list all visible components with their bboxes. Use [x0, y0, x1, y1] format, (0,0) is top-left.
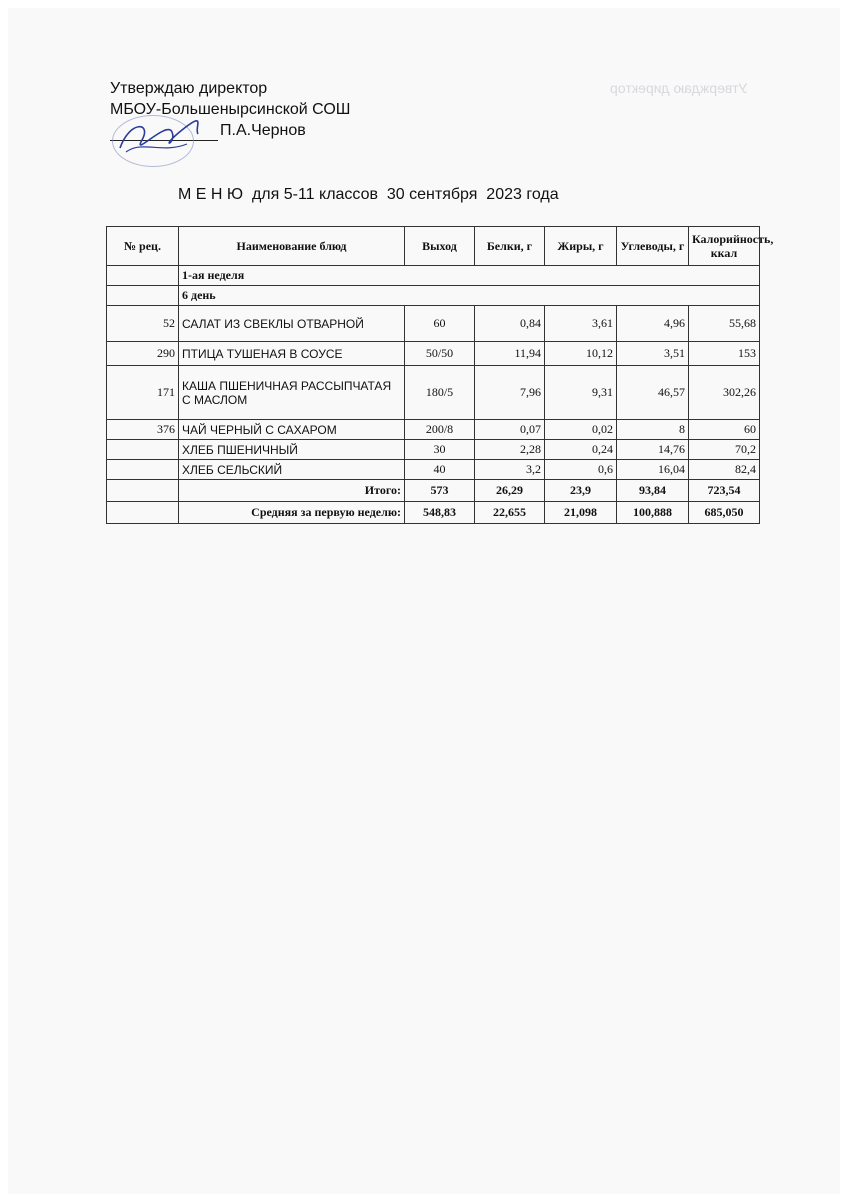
recipe-number — [107, 460, 179, 480]
fat-value: 10,12 — [545, 342, 617, 366]
protein-value: 7,96 — [475, 366, 545, 420]
fat-value: 0,02 — [545, 420, 617, 440]
recipe-number: 171 — [107, 366, 179, 420]
dish-name: ЧАЙ ЧЕРНЫЙ С САХАРОМ — [179, 420, 405, 440]
average-row — [107, 502, 760, 524]
kcal-value: 302,26 — [689, 366, 760, 420]
column-header: Наименование блюд — [179, 227, 405, 266]
recipe-number — [107, 440, 179, 460]
kcal-value: 70,2 — [689, 440, 760, 460]
carb-value: 14,76 — [617, 440, 689, 460]
portion-output: 40 — [405, 460, 475, 480]
table-header-row — [107, 227, 760, 266]
carb-value: 4,96 — [617, 306, 689, 342]
total-kcal: 723,54 — [689, 480, 760, 502]
average-fat: 21,098 — [545, 502, 617, 524]
day-label: 6 день — [179, 286, 760, 306]
column-header: Выход — [405, 227, 475, 266]
protein-value: 3,2 — [475, 460, 545, 480]
protein-value: 2,28 — [475, 440, 545, 460]
column-header: Жиры, г — [545, 227, 617, 266]
dish-name: ПТИЦА ТУШЕНАЯ В СОУСЕ — [179, 342, 405, 366]
carb-value: 16,04 — [617, 460, 689, 480]
table-row — [107, 366, 760, 420]
signature-icon — [112, 110, 202, 165]
director-name: П.А.Чернов — [220, 122, 306, 139]
table-row — [107, 460, 760, 480]
week-row — [107, 266, 760, 286]
protein-value: 0,07 — [475, 420, 545, 440]
portion-output: 200/8 — [405, 420, 475, 440]
fat-value: 9,31 — [545, 366, 617, 420]
week-label: 1-ая неделя — [179, 266, 760, 286]
table-row — [107, 342, 760, 366]
carb-value: 46,57 — [617, 366, 689, 420]
protein-value: 0,84 — [475, 306, 545, 342]
table-row — [107, 440, 760, 460]
carb-value: 8 — [617, 420, 689, 440]
kcal-value: 82,4 — [689, 460, 760, 480]
approve-line-1: Утверждаю директор — [110, 80, 268, 97]
recipe-number: 52 — [107, 306, 179, 342]
kcal-value: 153 — [689, 342, 760, 366]
show-through-text: Утверждаю директор — [610, 80, 748, 96]
fat-value: 0,6 — [545, 460, 617, 480]
portion-output: 180/5 — [405, 366, 475, 420]
average-carb: 100,888 — [617, 502, 689, 524]
average-output: 548,83 — [405, 502, 475, 524]
dish-name: ХЛЕБ ПШЕНИЧНЫЙ — [179, 440, 405, 460]
average-label: Средняя за первую неделю: — [179, 502, 405, 524]
total-protein: 26,29 — [475, 480, 545, 502]
column-header: Калорийность, ккал — [689, 227, 760, 266]
dish-name: САЛАТ ИЗ СВЕКЛЫ ОТВАРНОЙ — [179, 306, 405, 342]
column-header: Углеводы, г — [617, 227, 689, 266]
portion-output: 50/50 — [405, 342, 475, 366]
total-carb: 93,84 — [617, 480, 689, 502]
kcal-value: 55,68 — [689, 306, 760, 342]
table-row — [107, 306, 760, 342]
dish-name: ХЛЕБ СЕЛЬСКИЙ — [179, 460, 405, 480]
carb-value: 3,51 — [617, 342, 689, 366]
column-header: Белки, г — [475, 227, 545, 266]
total-row — [107, 480, 760, 502]
approve-line-2: МБОУ-Большенырсинской СОШ — [110, 101, 351, 118]
recipe-number: 290 — [107, 342, 179, 366]
table-row — [107, 420, 760, 440]
page-title: М Е Н Ю для 5-11 классов 30 сентября 2023 года — [178, 186, 559, 203]
total-fat: 23,9 — [545, 480, 617, 502]
total-label: Итого: — [179, 480, 405, 502]
average-kcal: 685,050 — [689, 502, 760, 524]
column-header: № рец. — [107, 227, 179, 266]
portion-output: 30 — [405, 440, 475, 460]
average-protein: 22,655 — [475, 502, 545, 524]
total-output: 573 — [405, 480, 475, 502]
menu-table — [106, 226, 774, 524]
recipe-number: 376 — [107, 420, 179, 440]
fat-value: 0,24 — [545, 440, 617, 460]
dish-name: КАША ПШЕНИЧНАЯ РАССЫПЧАТАЯ С МАСЛОМ — [179, 366, 405, 420]
day-row — [107, 286, 760, 306]
kcal-value: 60 — [689, 420, 760, 440]
fat-value: 3,61 — [545, 306, 617, 342]
protein-value: 11,94 — [475, 342, 545, 366]
portion-output: 60 — [405, 306, 475, 342]
